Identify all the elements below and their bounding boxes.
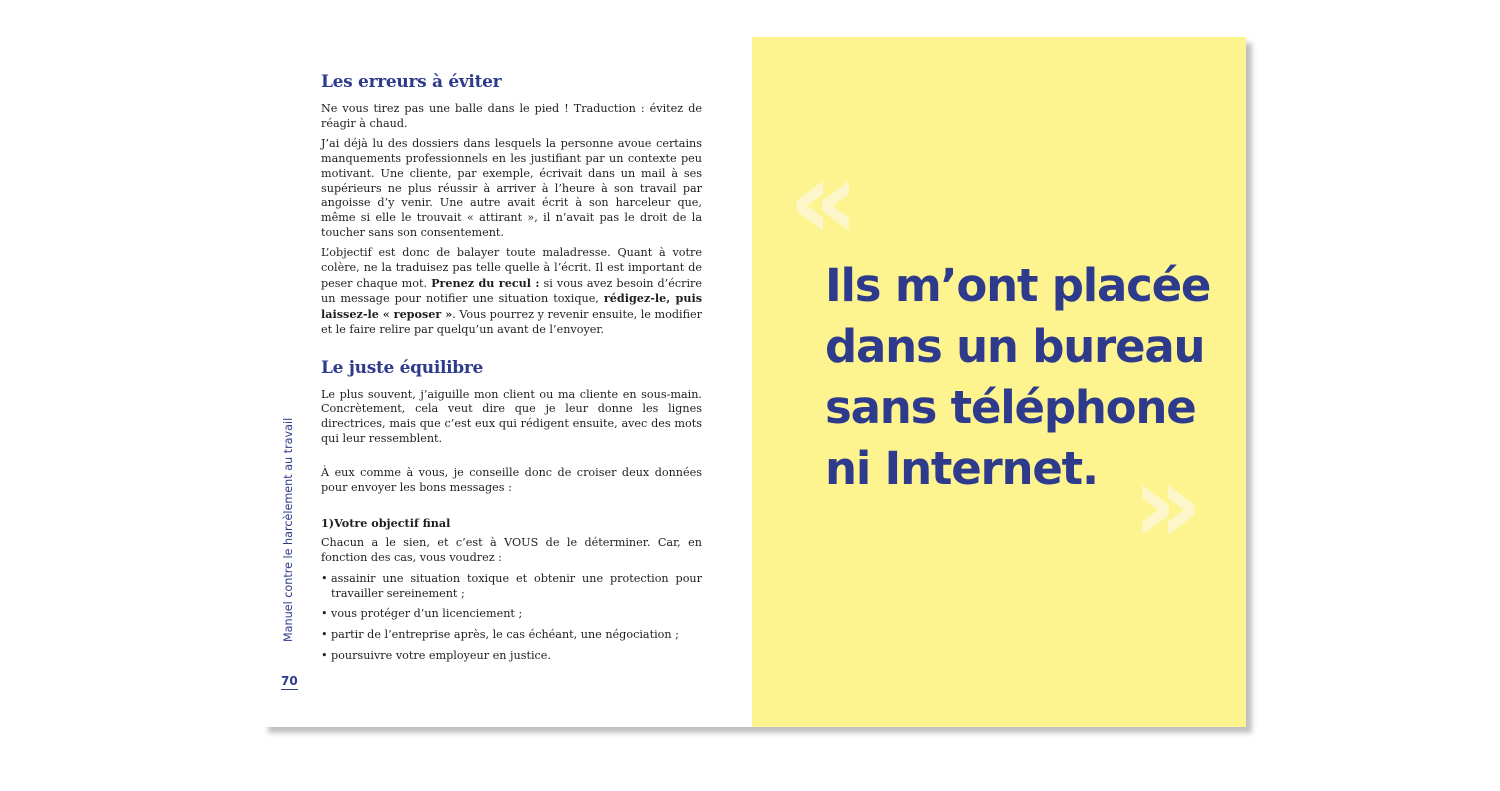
paragraph <box>321 246 702 337</box>
section-heading-balance: Le juste équilibre <box>321 357 484 378</box>
list-item <box>321 572 702 601</box>
bullet-icon: • <box>321 607 328 621</box>
quote-line: dans un bureau <box>825 320 1205 373</box>
paragraph: Chacun a le sien, et c’est à VOUS de le déterminer. Car, en fonction des cas, vous voudrez : <box>321 536 702 565</box>
pull-quote-page <box>752 37 1246 727</box>
paragraph-text: si vous avez besoin d’écrire un message pour notifier une situation toxique, <box>321 276 703 306</box>
book-spread <box>262 37 1246 727</box>
bold-text: rédigez-le, puis laissez-le « reposer » <box>321 291 703 322</box>
bullet-list <box>321 572 702 664</box>
bullet-icon: • <box>321 648 328 662</box>
quote-line: Ils m’ont placée <box>825 259 1211 312</box>
paragraph-text: L’objectif est donc de balayer toute maladresse. Quant à votre colère, ne la traduisez pas telle quelle à l’écrit. Il est important de peser chaque mot. <box>321 246 702 290</box>
list-item-text: assainir une situation toxique et obtenir une protection pour travailler sereinement ; <box>331 571 702 600</box>
quote-line: sans téléphone <box>825 381 1196 434</box>
close-quote-icon: » <box>1132 440 1204 568</box>
page-number: 70 <box>281 674 298 688</box>
list-item-text: partir de l’entreprise après, le cas échéant, une négociation ; <box>331 627 679 641</box>
running-title: Manuel contre le harcèlement au travail <box>282 417 295 642</box>
open-quote-icon: « <box>788 136 860 264</box>
list-item-text: vous protéger d’un licenciement ; <box>331 607 523 621</box>
paragraph: Ne vous tirez pas une balle dans le pied ! Traduction : évitez de réagir à chaud. <box>321 102 702 130</box>
list-item <box>321 649 702 664</box>
bullet-icon: • <box>321 571 328 585</box>
section-heading-errors: Les erreurs à éviter <box>321 72 502 92</box>
paragraph: Le plus souvent, j’aiguille mon client ou ma cliente en sous-main. Concrètement, cela veut dire que je leur donne les lignes directrices, mais que c’est eux qui rédigent ensuite, avec des mots qui leur ressemblent. <box>321 387 702 445</box>
paragraph: À eux comme à vous, je conseille donc de croiser deux données pour envoyer les bons messages : <box>321 466 702 495</box>
left-page <box>262 37 752 727</box>
list-item <box>321 607 702 622</box>
list-item <box>321 628 702 643</box>
list-item-text: poursuivre votre employeur en justice. <box>331 648 551 662</box>
subheading: 1)Votre objectif final <box>321 515 451 530</box>
bullet-icon: • <box>321 627 328 641</box>
quote-line: ni Internet. <box>825 442 1098 495</box>
paragraph: J’ai déjà lu des dossiers dans lesquels la personne avoue certains manquements professionnels en les justifiant par un contexte peu motivant. Une cliente, par exemple, écrivait dans un mail à ses supérieurs ne plus réussir à arriver à l’heure à son travail par angoisse d’y venir. Une autre avait écrit à son harceleur que, même si elle le trouvait « attirant », il n’avait pas le droit de la toucher sans son consentement. <box>321 137 702 239</box>
page-content <box>321 71 702 669</box>
bold-text: Prenez du recul : <box>431 275 540 290</box>
paragraph-text: . Vous pourrez y revenir ensuite, le modifier et le faire relire par quelqu’un avant de l’envoyer. <box>321 308 703 336</box>
